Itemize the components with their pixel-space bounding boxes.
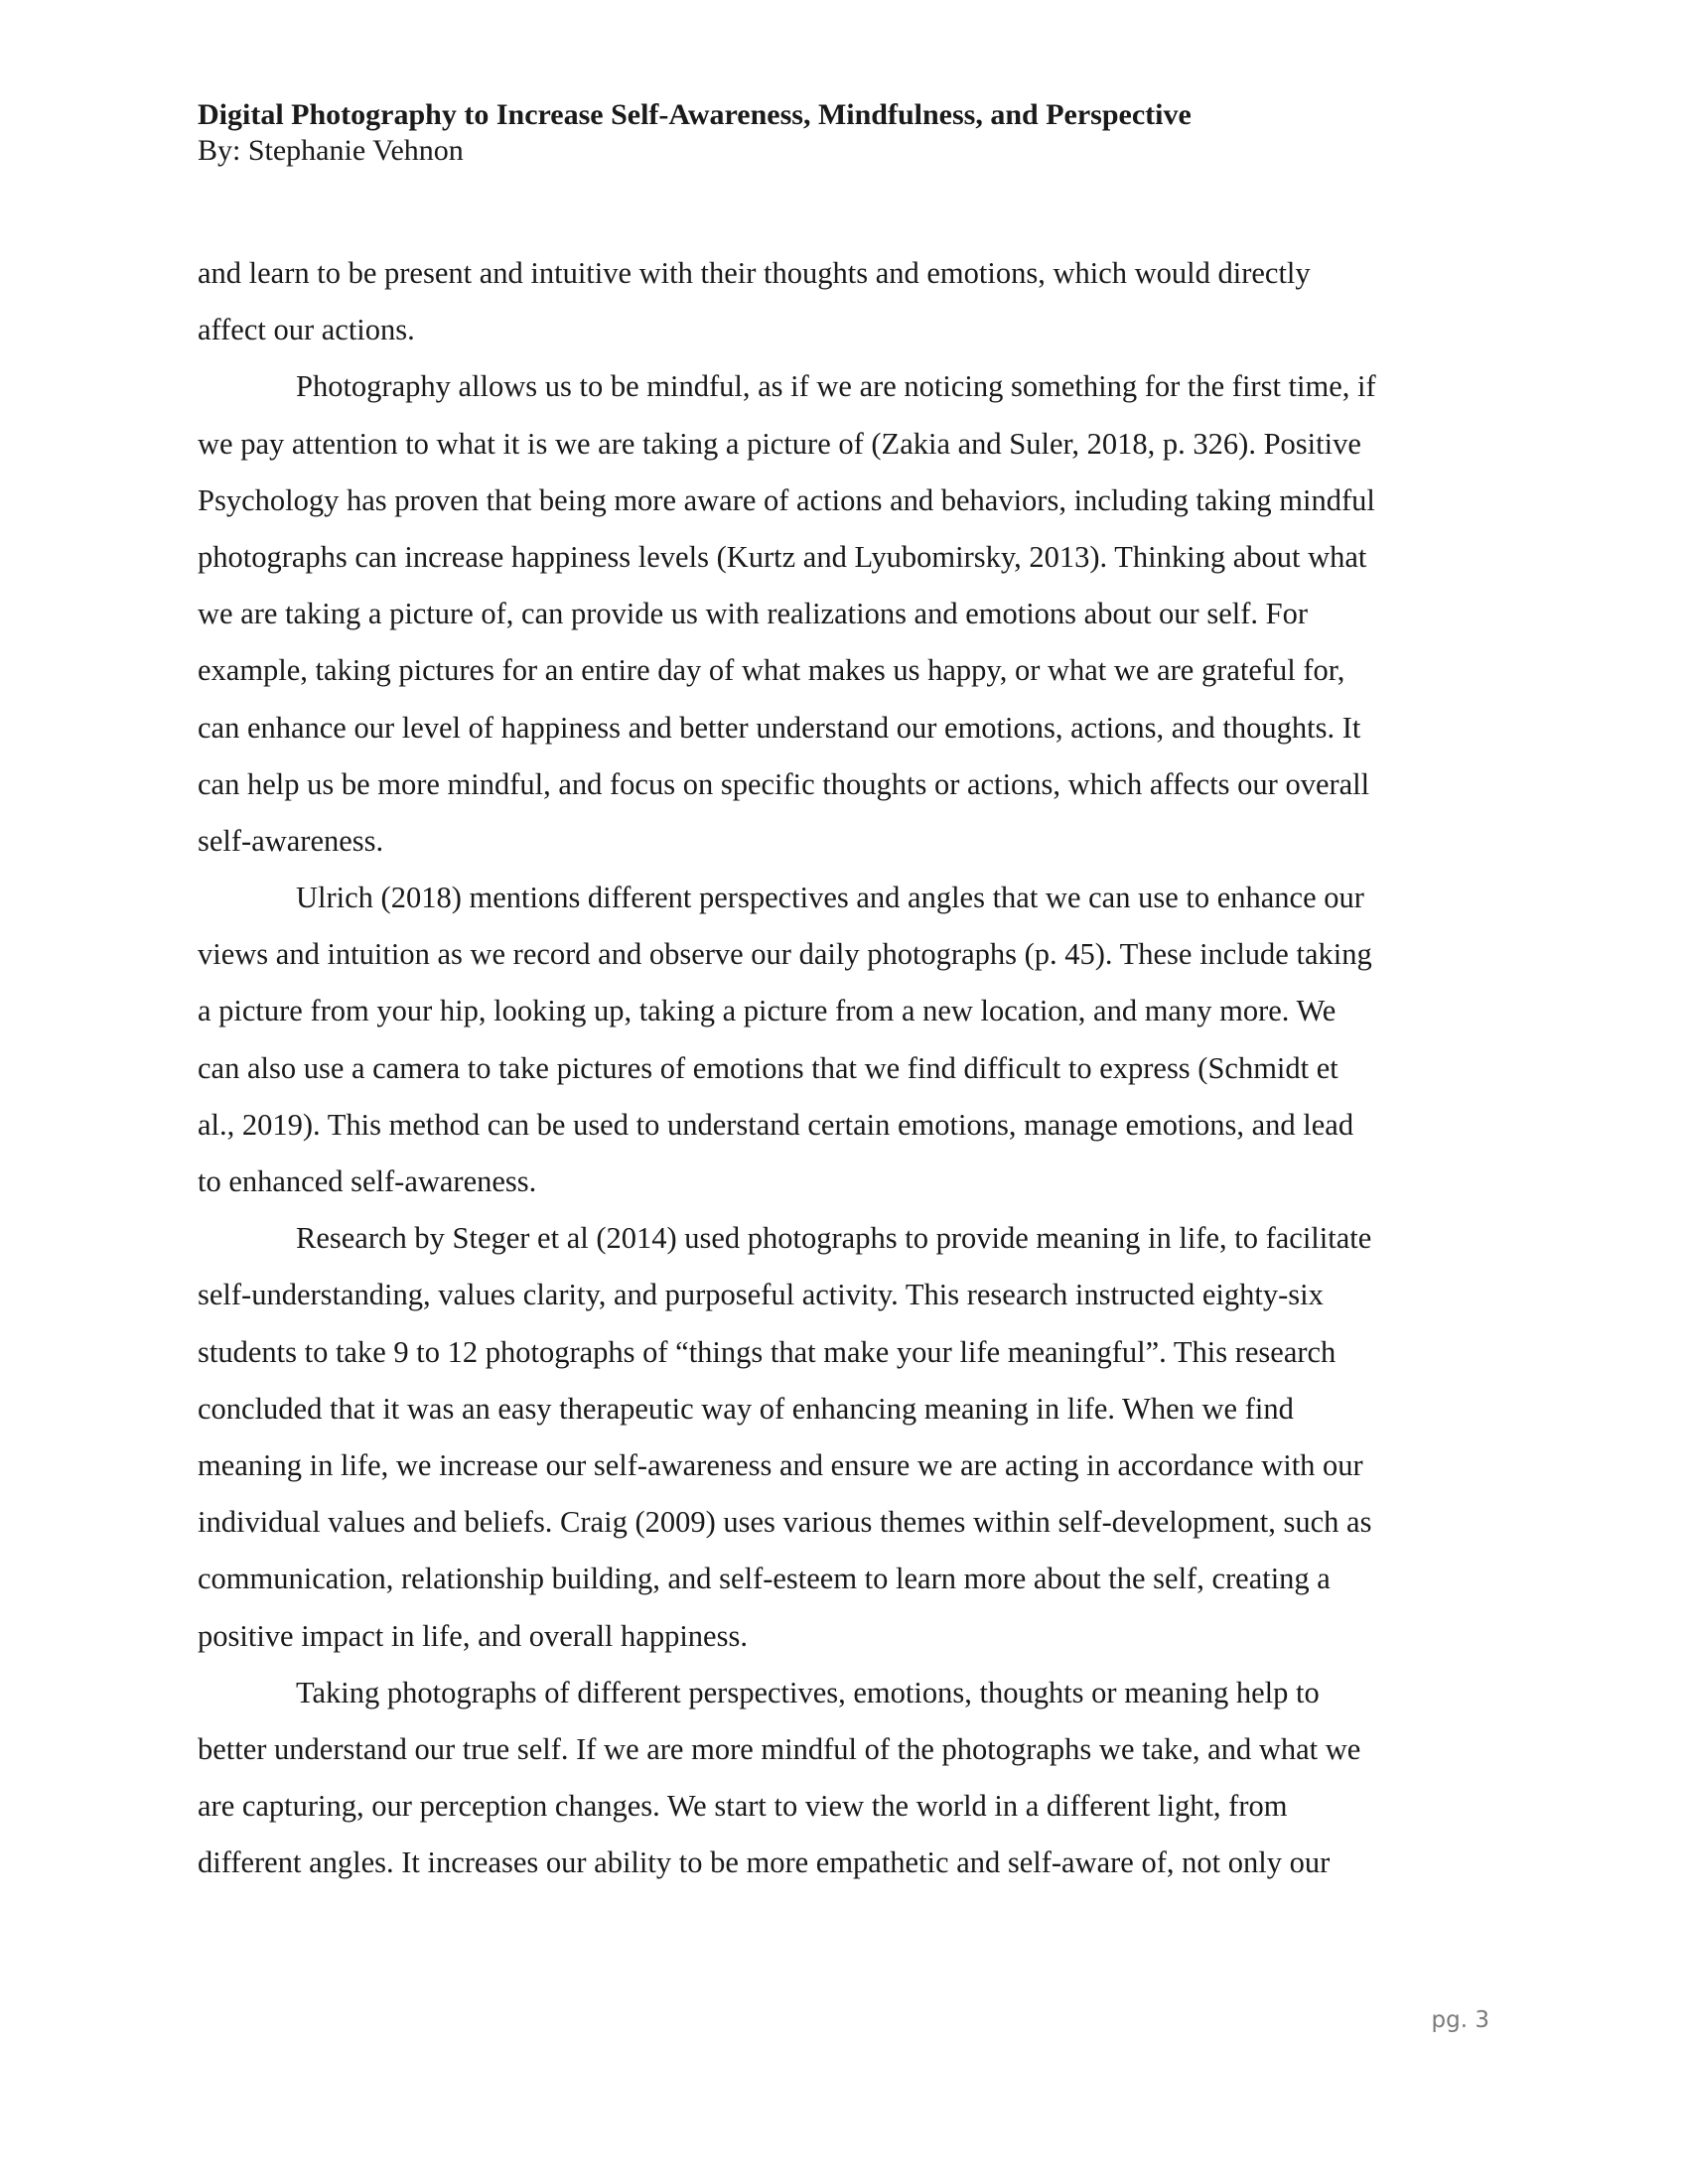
text-line: to enhanced self-awareness. [198, 1164, 537, 1198]
paragraph-first-line: Taking photographs of different perspectives, emotions, thoughts or meaning help to [296, 1675, 1320, 1709]
text-line: can enhance our level of happiness and better understand our emotions, actions, and thoughts. It [198, 710, 1361, 745]
author-byline: By: Stephanie Vehnon [198, 134, 464, 167]
page-number: pg. 3 [1431, 2007, 1489, 2033]
text-line: photographs can increase happiness levels (Kurtz and Lyubomirsky, 2013). Thinking about what [198, 539, 1367, 574]
text-line: example, taking pictures for an entire day of what makes us happy, or what we are grateful for, [198, 653, 1345, 688]
text-line: affect our actions. [198, 313, 415, 347]
paragraph-first-line: Research by Steger et al (2014) used photographs to provide meaning in life, to facilitate [296, 1221, 1372, 1256]
text-line: concluded that it was an easy therapeutic way of enhancing meaning in life. When we find [198, 1391, 1294, 1426]
text-line: self-awareness. [198, 823, 384, 858]
text-line: al., 2019). This method can be used to understand certain emotions, manage emotions, and lead [198, 1107, 1354, 1142]
paragraph-first-line: Ulrich (2018) mentions different perspectives and angles that we can use to enhance our [296, 881, 1364, 915]
text-line: individual values and beliefs. Craig (2009) uses various themes within self-development, such as [198, 1505, 1372, 1540]
text-line: can help us be more mindful, and focus on specific thoughts or actions, which affects our overall [198, 766, 1370, 801]
paragraph-first-line: Photography allows us to be mindful, as if we are noticing something for the first time, if [296, 369, 1376, 404]
text-line: a picture from your hip, looking up, taking a picture from a new location, and many more. We [198, 994, 1336, 1028]
text-line: can also use a camera to take pictures of emotions that we find difficult to express (Schmidt et [198, 1050, 1338, 1085]
text-line: we pay attention to what it is we are taking a picture of (Zakia and Suler, 2018, p. 326). Positive [198, 426, 1361, 461]
text-line: we are taking a picture of, can provide us with realizations and emotions about our self. For [198, 597, 1309, 631]
text-line: better understand our true self. If we are more mindful of the photographs we take, and what we [198, 1731, 1361, 1766]
text-line: students to take 9 to 12 photographs of “things that make your life meaningful”. This research [198, 1334, 1336, 1369]
text-line: positive impact in life, and overall happiness. [198, 1618, 748, 1653]
text-line: self-understanding, values clarity, and purposeful activity. This research instructed eighty-six [198, 1278, 1324, 1312]
text-line: Psychology has proven that being more aware of actions and behaviors, including taking mindful [198, 482, 1375, 517]
document-title: Digital Photography to Increase Self-Awareness, Mindfulness, and Perspective [198, 98, 1192, 131]
text-line: views and intuition as we record and observe our daily photographs (p. 45). These include taking [198, 937, 1372, 972]
text-line: different angles. It increases our ability to be more empathetic and self-aware of, not only our [198, 1845, 1331, 1880]
page-header [198, 97, 1508, 169]
text-line: communication, relationship building, and self-esteem to learn more about the self, creating a [198, 1562, 1331, 1596]
text-line: are capturing, our perception changes. We start to view the world in a different light, from [198, 1789, 1288, 1824]
text-line: meaning in life, we increase our self-awareness and ensure we are acting in accordance with our [198, 1447, 1363, 1482]
body-text [198, 245, 1488, 1891]
text-line: and learn to be present and intuitive with their thoughts and emotions, which would directly [198, 256, 1311, 290]
